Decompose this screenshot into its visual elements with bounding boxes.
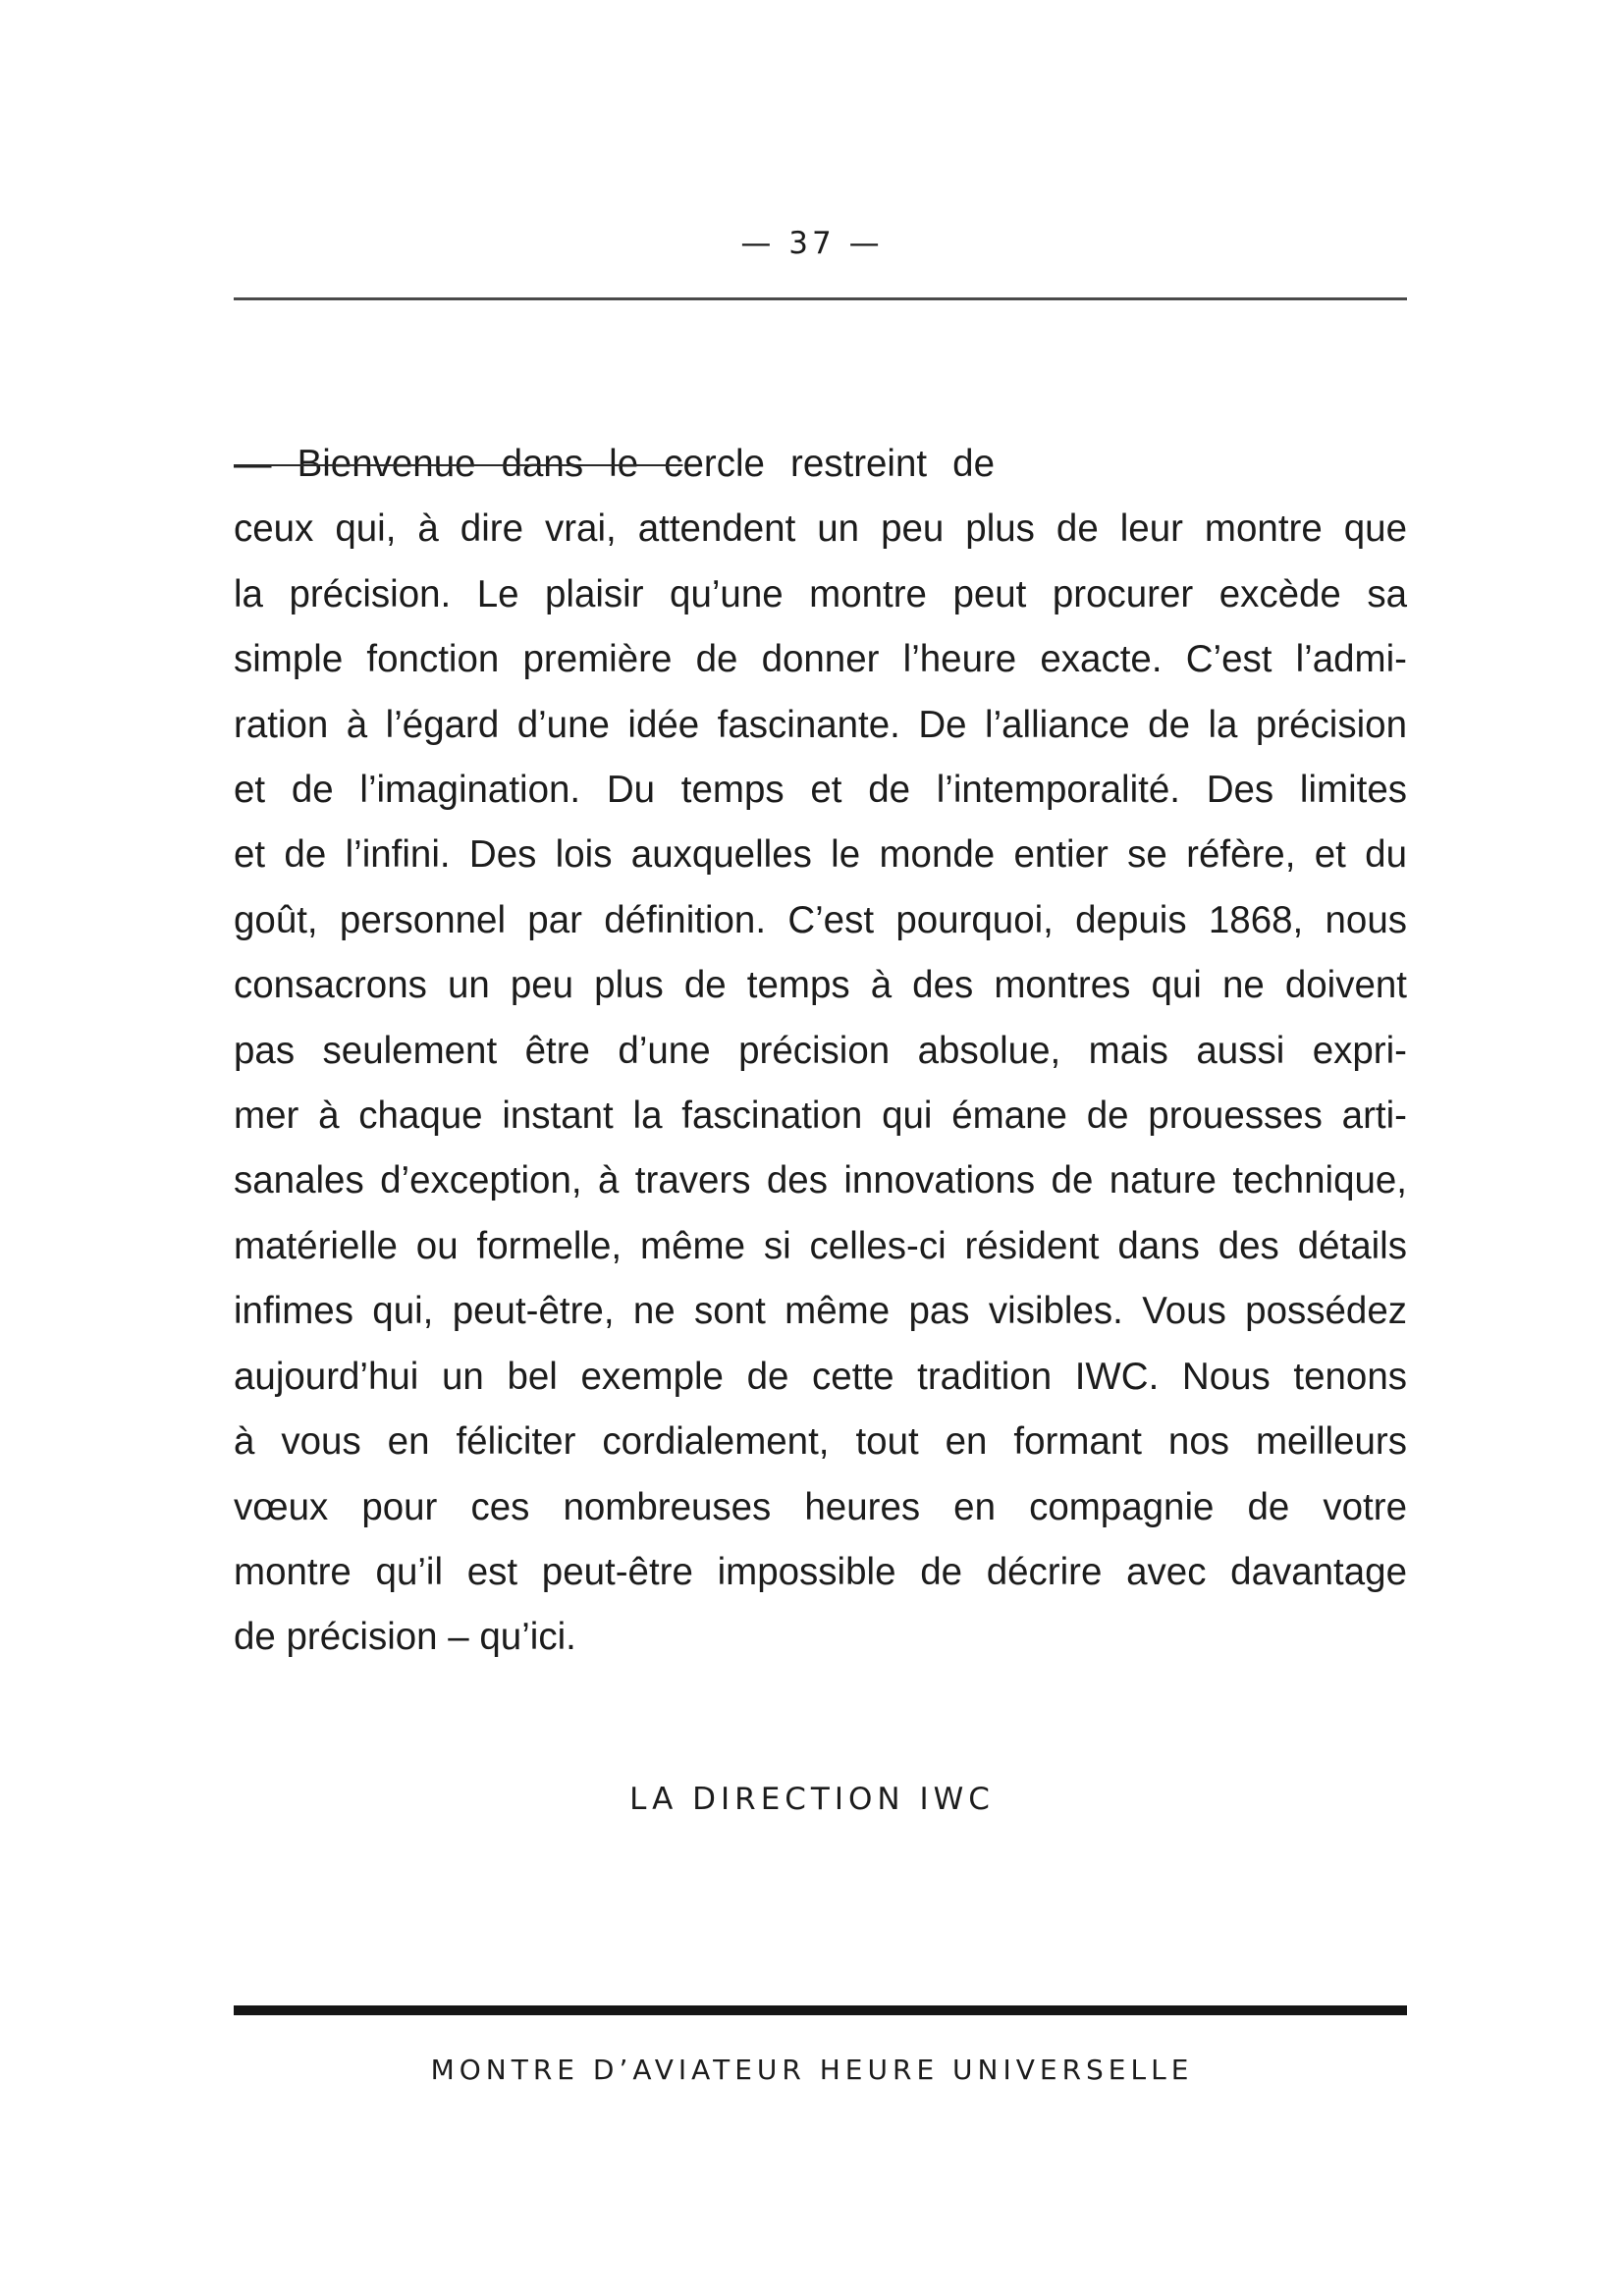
- paragraph-line: vœux pour ces nombreuses heures en compagnie de votre: [234, 1485, 1407, 1528]
- footer-title: MONTRE D’AVIATEUR HEURE UNIVERSELLE: [430, 2054, 1194, 2086]
- paragraph-line: de précision – qu’ici.: [234, 1616, 576, 1659]
- paragraph-line: [234, 432, 995, 497]
- paragraph-line: matérielle ou formelle, même si celles-ci résident dans des détails: [234, 1224, 1407, 1267]
- first-line-text: ercle restreint de: [682, 443, 995, 485]
- paragraph-line: simple fonction première de donner l’heure exacte. C’est l’admi-: [234, 638, 1407, 681]
- paragraph-line: ration à l’égard d’une idée fascinante. De l’alliance de la précision: [234, 703, 1407, 746]
- paragraph-line: et de l’infini. Des lois auxquelles le monde entier se réfère, et du: [234, 833, 1407, 877]
- paragraph-line: sanales d’exception, à travers des innovations de nature technique,: [234, 1159, 1407, 1202]
- signature: LA DIRECTION IWC: [629, 1782, 995, 1817]
- paragraph-line: goût, personnel par définition. C’est pourquoi, depuis 1868, nous: [234, 898, 1407, 941]
- header-rule: [234, 297, 1407, 300]
- struck-text: — Bienvenue dans le c: [234, 443, 683, 485]
- body-paragraph: [234, 432, 1407, 1671]
- paragraph-line: consacrons un peu plus de temps à des montres qui ne doivent: [234, 964, 1407, 1007]
- footer-rule: [234, 2005, 1407, 2015]
- paragraph-line: infimes qui, peut-être, ne sont même pas visibles. Vous possédez: [234, 1290, 1407, 1333]
- paragraph-line: aujourd’hui un bel exemple de cette tradition IWC. Nous tenons: [234, 1355, 1407, 1398]
- paragraph-line: la précision. Le plaisir qu’une montre peut procurer excède sa: [234, 572, 1407, 615]
- paragraph-line: mer à chaque instant la fascination qui émane de prouesses arti-: [234, 1095, 1407, 1138]
- paragraph-line: montre qu’il est peut-être impossible de décrire avec davantage: [234, 1550, 1407, 1593]
- paragraph-line: à vous en féliciter cordialement, tout en formant nos meilleurs: [234, 1420, 1407, 1464]
- page-number: — 37 —: [740, 226, 884, 261]
- paragraph-line: et de l’imagination. Du temps et de l’intemporalité. Des limites: [234, 769, 1407, 812]
- paragraph-line: pas seulement être d’une précision absolue, mais aussi expri-: [234, 1029, 1407, 1072]
- paragraph-line: ceux qui, à dire vrai, attendent un peu plus de leur montre que: [234, 507, 1407, 551]
